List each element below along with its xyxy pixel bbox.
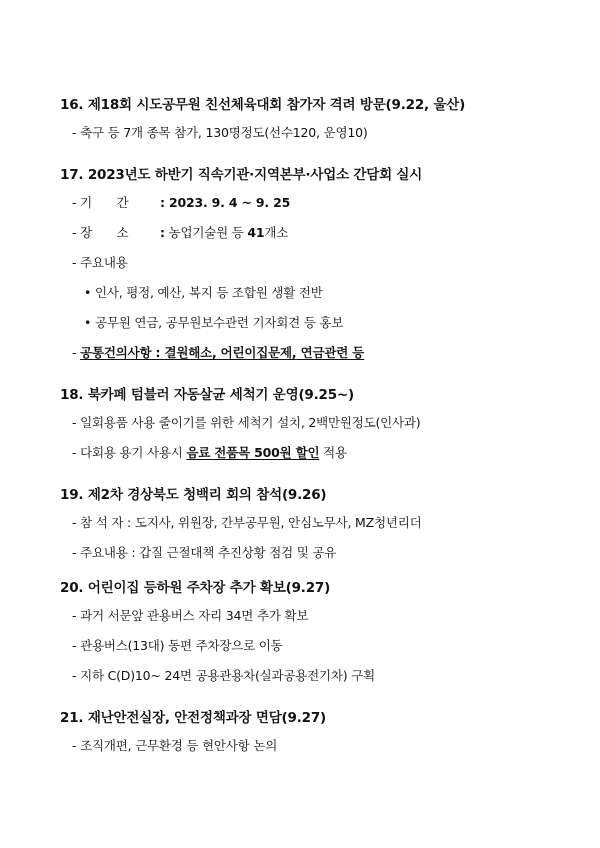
detail-line: - 일회용품 사용 줄이기를 위한 세척기 설치, 2백만원정도(인사과) [72, 415, 421, 430]
place-value: 농업기술원 등 [168, 225, 244, 240]
section-title: 어린이집 등하원 주차장 추가 확보(9.27) [87, 580, 331, 596]
discount-pre: - 다회용 용기 사용시 [72, 445, 187, 460]
section-title: 제18회 시도공무원 친선체육대회 참가자 격려 방문(9.22, 울산) [87, 97, 466, 113]
discount-line [72, 443, 347, 461]
bullet-item: • 인사, 평정, 예산, 복지 등 조합원 생활 전반 [84, 285, 323, 300]
discount-emphasis: 음료 전품목 500원 할인 [186, 445, 320, 460]
detail-line: - 참 석 자 : 도지사, 위원장, 간부공무원, 안심노무사, MZ청년리더 [72, 515, 422, 530]
section-title: 제2차 경상북도 청백리 회의 참석(9.26) [87, 487, 327, 503]
period-line [72, 193, 290, 211]
discount-post: 적용 [319, 445, 347, 460]
bullet-item: • 공무원 연금, 공무원보수관련 기자회견 등 홍보 [84, 315, 344, 330]
section-title: 재난안전실장, 안전정책과장 면담(9.27) [87, 710, 326, 726]
detail-line: - 축구 등 7개 종목 참가, 130명정도(선수120, 운영10) [72, 125, 368, 140]
section-title: 북카페 텀블러 자동살균 세척기 운영(9.25~) [87, 387, 355, 403]
detail-line: - 과거 서문앞 관용버스 자리 34면 추가 확보 [72, 608, 309, 623]
section-number: 18. [60, 387, 84, 403]
section-heading [60, 163, 422, 183]
detail-line: - 관용버스(13대) 동편 주차장으로 이동 [72, 638, 283, 653]
section-number: 19. [60, 487, 84, 503]
common-issues: 공통건의사항 : 결원해소, 어린이집문제, 연금관련 등 [80, 345, 365, 360]
contents-label: - 주요내용 [72, 255, 128, 270]
place-unit: 개소 [264, 225, 289, 240]
section-number: 16. [60, 97, 84, 113]
section-number: 21. [60, 710, 84, 726]
common-issues-line [72, 343, 364, 361]
section-heading [60, 383, 354, 403]
place-count: 41 [247, 225, 265, 240]
dash: - [72, 345, 81, 360]
section-title: 2023년도 하반기 직속기관·지역본부·사업소 간담회 실시 [87, 167, 423, 183]
section-number: 20. [60, 580, 84, 596]
place-label: - 장 소 [72, 225, 129, 240]
section-heading [60, 93, 465, 113]
detail-line: - 지하 C(D)10~ 24면 공용관용차(실과공용전기차) 구획 [72, 668, 375, 683]
detail-line: - 주요내용 : 갑질 근절대책 추진상황 점검 및 공유 [72, 545, 337, 560]
section-number: 17. [60, 167, 84, 183]
detail-line: - 조직개편, 근무환경 등 현안사항 논의 [72, 738, 278, 753]
place-colon: : [160, 225, 165, 240]
section-heading [60, 706, 326, 726]
section-heading [60, 483, 326, 503]
period-label: - 기 간 [72, 195, 129, 210]
period-value: : 2023. 9. 4 ~ 9. 25 [160, 195, 291, 210]
place-line [72, 223, 288, 241]
section-heading [60, 576, 330, 596]
